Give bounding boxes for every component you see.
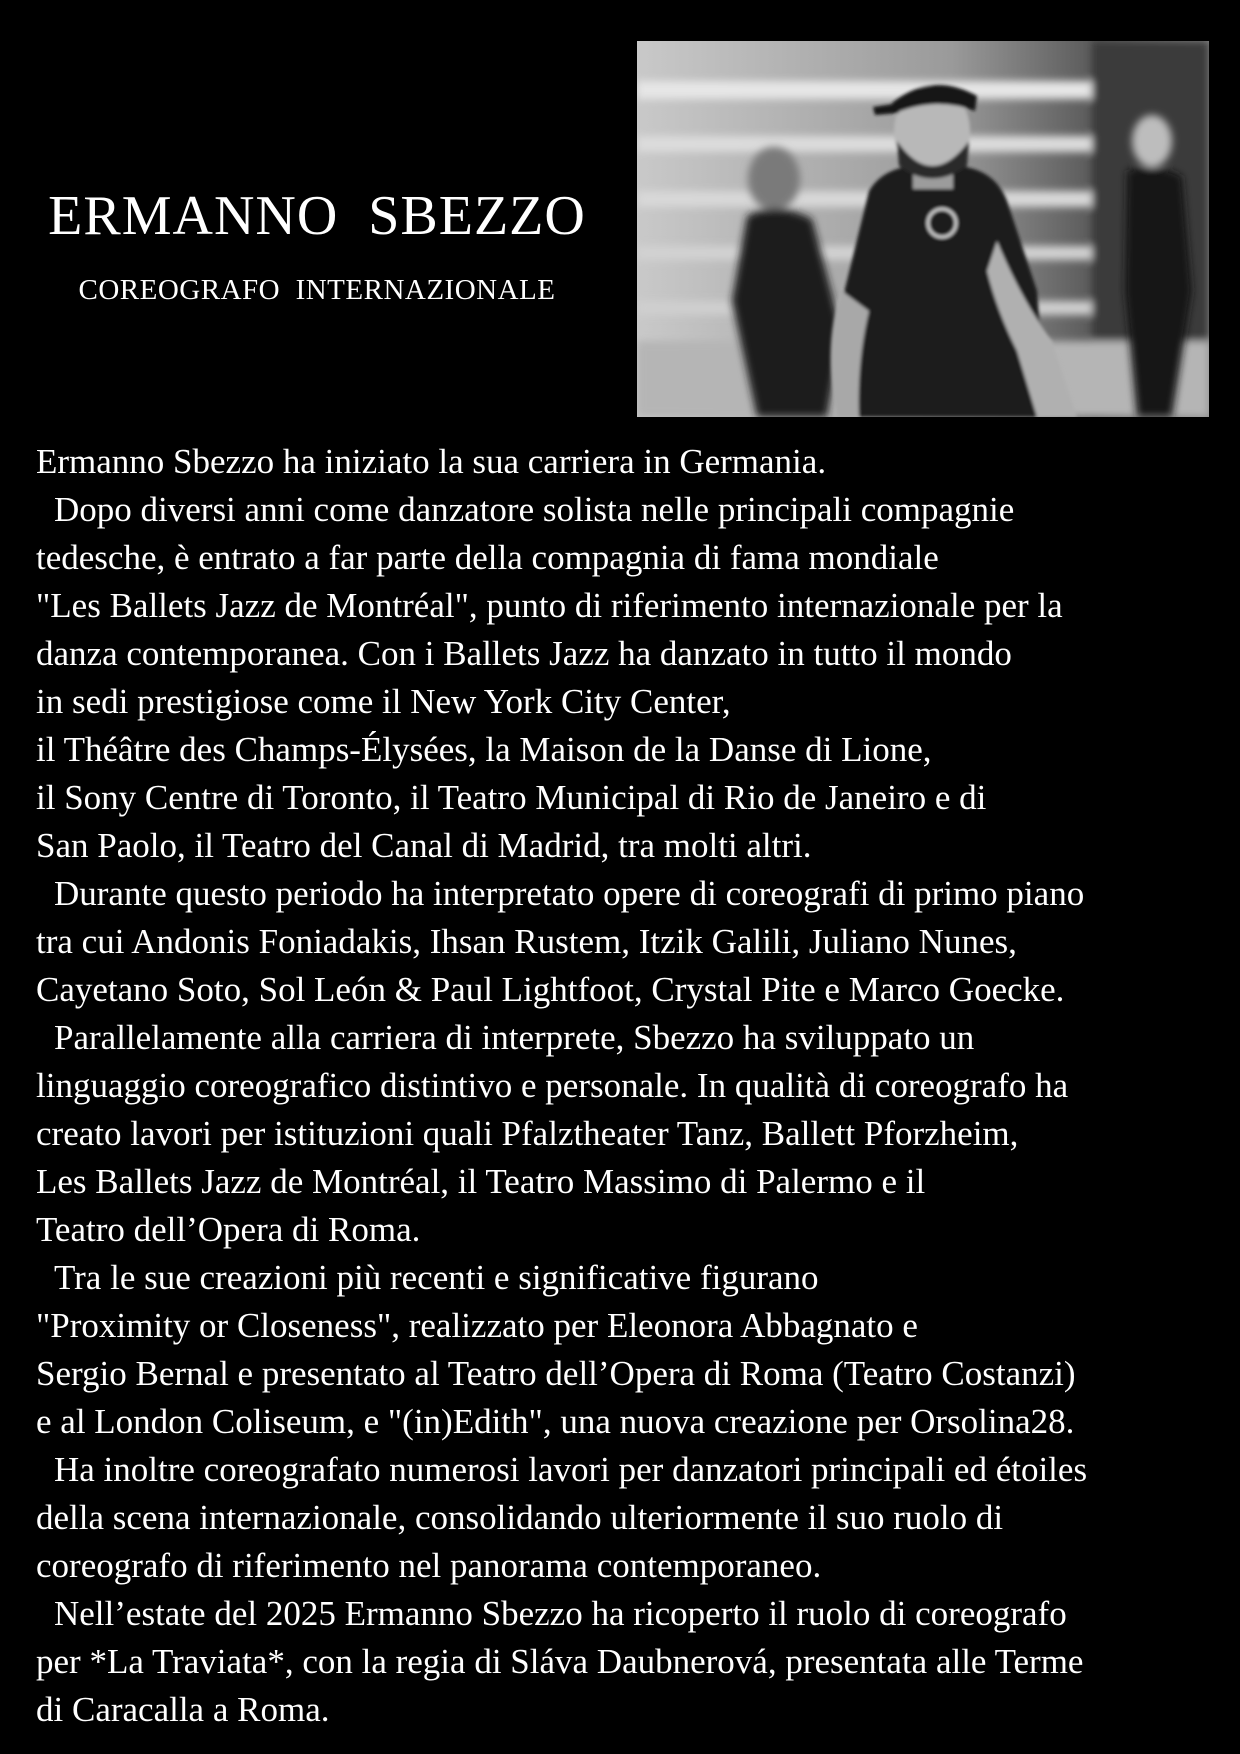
bio-line: "Proximity or Closeness", realizzato per Eleonora Abbagnato e [36, 1306, 918, 1345]
bio-line: Nell’estate del 2025 Ermanno Sbezzo ha ricoperto il ruolo di coreografo [54, 1594, 1067, 1633]
portrait-photo-icon [637, 41, 1209, 417]
portrait-photo [637, 41, 1209, 417]
bio-line: coreografo di riferimento nel panorama contemporaneo. [36, 1546, 822, 1585]
bio-line: Ha inoltre coreografato numerosi lavori per danzatori principali ed étoiles [54, 1450, 1088, 1489]
bio-line: per *La Traviata*, con la regia di Sláva Daubnerová, presentata alle Terme [36, 1642, 1084, 1681]
bio-line: tra cui Andonis Foniadakis, Ihsan Rustem, Itzik Galili, Juliano Nunes, [36, 922, 1017, 961]
bio-line: Sergio Bernal e presentato al Teatro dell’Opera di Roma (Teatro Costanzi) [36, 1354, 1076, 1393]
bio-line: Les Ballets Jazz de Montréal, il Teatro Massimo di Palermo e il [36, 1162, 926, 1201]
bio-line: tedesche, è entrato a far parte della compagnia di fama mondiale [36, 538, 939, 577]
header [0, 0, 1240, 430]
page-subtitle: COREOGRAFO INTERNAZIONALE [78, 274, 556, 306]
bio-line: Durante questo periodo ha interpretato opere di coreografi di primo piano [54, 874, 1085, 913]
bio-line: linguaggio coreografico distintivo e personale. In qualità di coreografo ha [36, 1066, 1069, 1105]
bio-line: in sedi prestigiose come il New York City Center, [36, 682, 731, 721]
bio-line: Ermanno Sbezzo ha iniziato la sua carriera in Germania. [36, 442, 827, 481]
bio-line: Teatro dell’Opera di Roma. [36, 1210, 421, 1249]
bio-line: "Les Ballets Jazz de Montréal", punto di riferimento internazionale per la [36, 586, 1063, 625]
biography-text [36, 438, 1226, 1734]
bio-line: danza contemporanea. Con i Ballets Jazz ha danzato in tutto il mondo [36, 634, 1012, 673]
bio-line: creato lavori per istituzioni quali Pfalztheater Tanz, Ballett Pforzheim, [36, 1114, 1019, 1153]
bio-line: di Caracalla a Roma. [36, 1690, 330, 1729]
bio-line: della scena internazionale, consolidando ulteriormente il suo ruolo di [36, 1498, 1004, 1537]
page-title: ERMANNO SBEZZO [48, 185, 586, 247]
bio-line: Parallelamente alla carriera di interprete, Sbezzo ha sviluppato un [54, 1018, 975, 1057]
bio-line: il Théâtre des Champs-Élysées, la Maison de la Danse di Lione, [36, 730, 932, 769]
bio-line: San Paolo, il Teatro del Canal di Madrid, tra molti altri. [36, 826, 812, 865]
bio-line: e al London Coliseum, e "(in)Edith", una nuova creazione per Orsolina28. [36, 1402, 1075, 1441]
bio-line: Tra le sue creazioni più recenti e significative figurano [54, 1258, 819, 1297]
bio-line: Cayetano Soto, Sol León & Paul Lightfoot, Crystal Pite e Marco Goecke. [36, 970, 1065, 1009]
bio-line: Dopo diversi anni come danzatore solista nelle principali compagnie [54, 490, 1015, 529]
bio-line: il Sony Centre di Toronto, il Teatro Municipal di Rio de Janeiro e di [36, 778, 987, 817]
